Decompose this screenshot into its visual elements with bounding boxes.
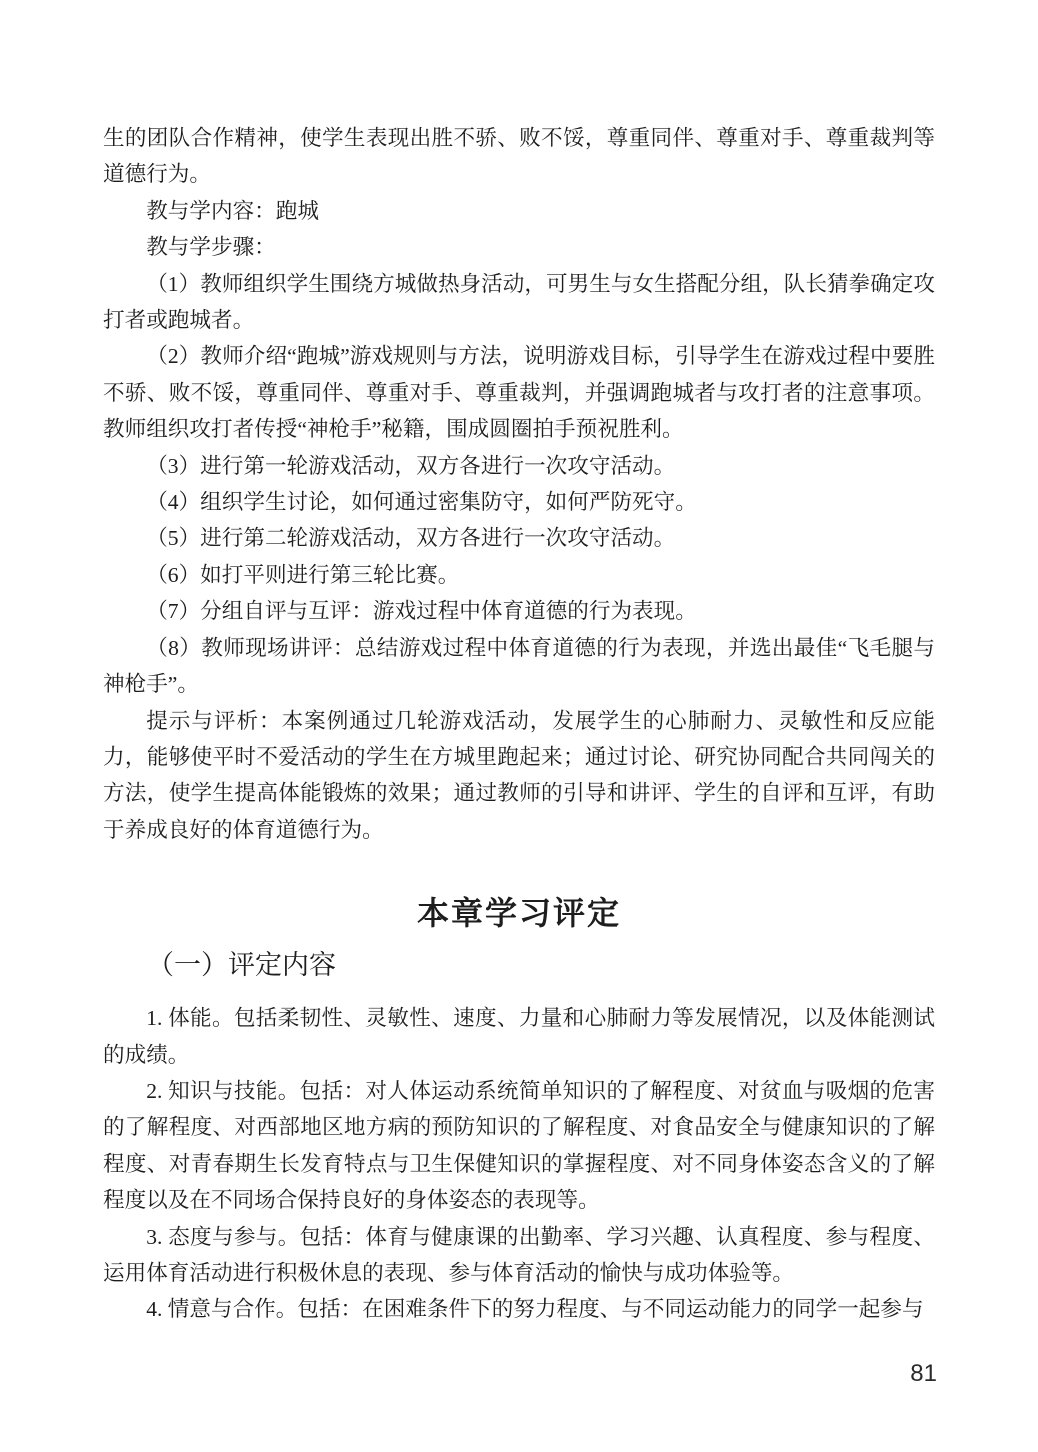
case-paragraph-step-4: （4）组织学生讨论，如何通过密集防守，如何严防死守。 <box>146 490 697 515</box>
evaluation-item-4: 4. 情意与合作。包括：在困难条件下的努力程度、与不同运动能力的同学一起参与 <box>146 1297 924 1322</box>
case-paragraph-step-1: （1）教师组织学生围绕方城做热身活动，可男生与女生搭配分组，队长猜拳确定攻打者或跑城者。 <box>103 271 935 333</box>
case-paragraph-step-5: （5）进行第二轮游戏活动，双方各进行一次攻守活动。 <box>146 526 676 551</box>
case-paragraph-step-6: （6）如打平则进行第三轮比赛。 <box>146 562 460 587</box>
evaluation-item-1: 1. 体能。包括柔韧性、灵敏性、速度、力量和心肺耐力等发展情况，以及体能测试的成绩。 <box>103 1006 935 1067</box>
evaluation-item-2: 2. 知识与技能。包括：对人体运动系统简单知识的了解程度、对贫血与吸烟的危害的了解程度、对西部地区地方病的预防知识的了解程度、对食品安全与健康知识的了解程度、对青春期生长发育特点与卫生保健知识的掌握程度、对不同身体姿态含义的了解程度以及在不同场合保持良好的身体姿态的表现等。 <box>103 1078 935 1213</box>
page-number: 81 <box>910 1360 937 1387</box>
case-paragraph-step-7: （7）分组自评与互评：游戏过程中体育道德的行为表现。 <box>146 599 697 624</box>
chapter-heading: 本章学习评定 <box>416 895 621 932</box>
case-paragraph-step-3: （3）进行第一轮游戏活动，双方各进行一次攻守活动。 <box>146 453 676 478</box>
case-paragraph-step-2: （2）教师介绍“跑城”游戏规则与方法，说明游戏目标，引导学生在游戏过程中要胜不骄、败不馁，尊重同伴、尊重对手、尊重裁判，并强调跑城者与攻打者的注意事项。教师组织攻打者传授“神枪手”秘籍，围成圆圈拍手预祝胜利。 <box>103 344 935 442</box>
case-paragraph-continuation: 生的团队合作精神，使学生表现出胜不骄、败不馁，尊重同伴、尊重对手、尊重裁判等道德行为。 <box>103 126 935 187</box>
subsection-heading: （一）评定内容 <box>147 950 336 981</box>
case-paragraph-tips-analysis: 提示与评析：本案例通过几轮游戏活动，发展学生的心肺耐力、灵敏性和反应能力，能够使平时不爱活动的学生在方城里跑起来；通过讨论、研究协同配合共同闯关的方法，使学生提高体能锻炼的效果；通过教师的引导和讲评、学生的自评和互评，有助于养成良好的体育道德行为。 <box>103 708 935 842</box>
case-paragraph-teaching-content: 教与学内容：跑城 <box>146 198 319 223</box>
evaluation-item-3: 3. 态度与参与。包括：体育与健康课的出勤率、学习兴趣、认真程度、参与程度、运用体育活动进行积极休息的表现、参与体育活动的愉快与成功体验等。 <box>103 1224 935 1285</box>
case-paragraph-teaching-steps: 教与学步骤： <box>146 235 276 260</box>
case-paragraph-step-8: （8）教师现场讲评：总结游戏过程中体育道德的行为表现，并选出最佳“飞毛腿与神枪手”。 <box>103 635 935 697</box>
page-content <box>103 120 935 1328</box>
